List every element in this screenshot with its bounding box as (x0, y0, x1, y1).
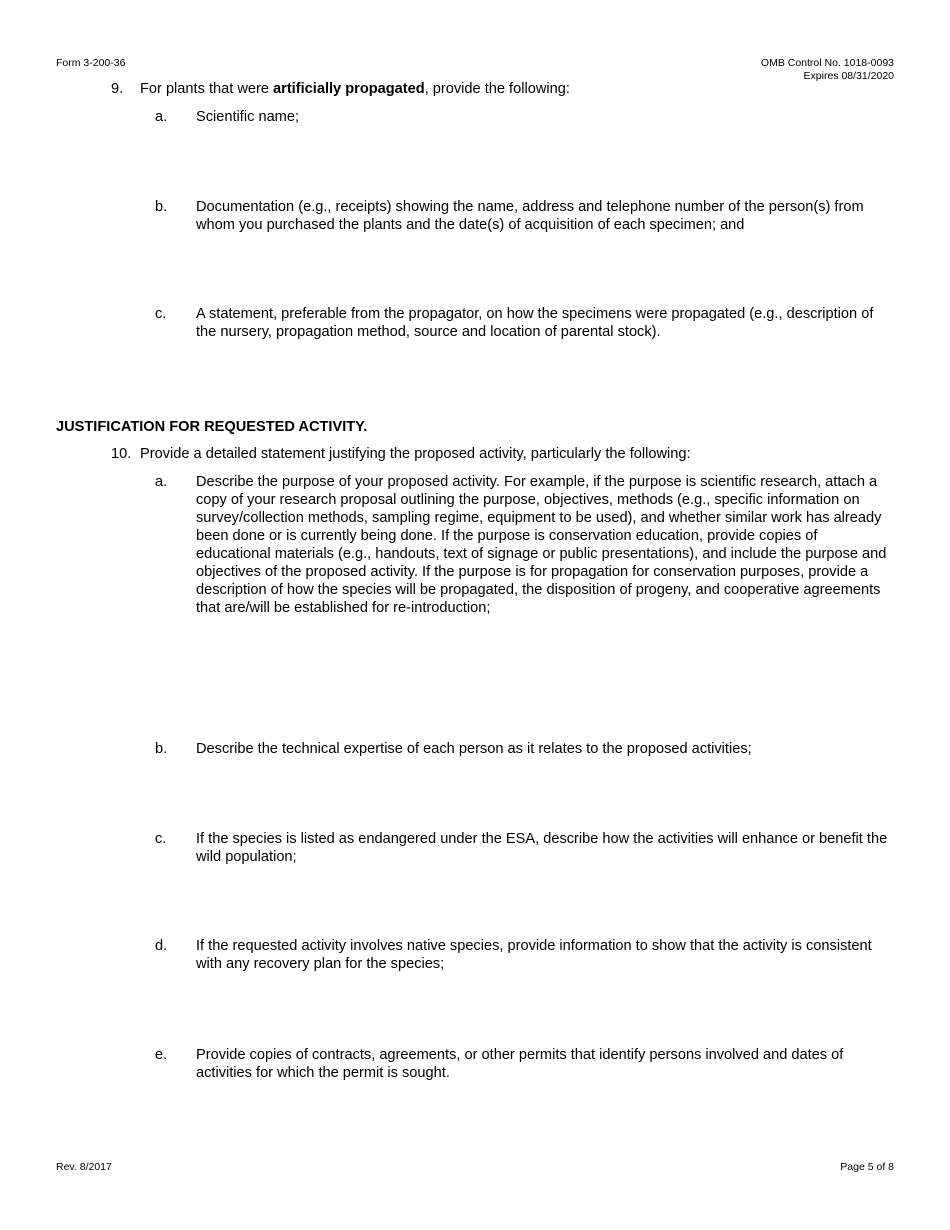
omb-control-number: OMB Control No. 1018-0093 (760, 57, 894, 69)
q9-item-c-text: A statement, preferable from the propagator, on how the specimens were propagated (e.g., description of the nursery, propagation method, source and location of parental stock). (196, 306, 874, 340)
q10-item-c-text: If the species is listed as endangered under the ESA, describe how the activities will enhance or benefit the wild population; (196, 831, 888, 865)
form-number: Form 3-200-36 (56, 57, 126, 69)
question-9-text (140, 80, 570, 98)
q10-item-e-text: Provide copies of contracts, agreements, or other permits that identify persons involved and dates of activities for which the permit is sought. (196, 1047, 844, 1081)
q9-item-b-text: Documentation (e.g., receipts) showing the name, address and telephone number of the person(s) from whom you purchased the plants and the date(s) of acquisition of each specimen; and (196, 199, 864, 233)
q10-item-a-letter: a. (155, 474, 168, 490)
revision-date: Rev. 8/2017 (56, 1161, 112, 1173)
q10-item-e-letter: e. (155, 1047, 168, 1063)
q10-item-d-letter: d. (155, 938, 168, 954)
q10-item-d-text: If the requested activity involves native species, provide information to show that the activity is consistent with any recovery plan for the species; (196, 938, 872, 972)
q9-item-c-letter: c. (155, 306, 167, 322)
q9-item-a-letter: a. (155, 109, 168, 125)
q10-item-c-letter: c. (155, 831, 167, 847)
page-number: Page 5 of 8 (840, 1161, 894, 1173)
question-9-number: 9. (111, 81, 124, 97)
q10-item-a-text: Describe the purpose of your proposed activity. For example, if the purpose is scientific research, attach a copy of your research proposal outlining the purpose, objectives, methods (e.g., specific information on survey/collection methods, sampling regime, equipment to be used), and whether similar work has already been done or is currently being done. If the purpose is conservation education, provide copies of educational materials (e.g., handouts, text of signage or public presentations), and include the purpose and objectives of the proposed activity. If the purpose is for propagation for conservation purposes, provide a description of how the species will be propagated, the disposition of progeny, and cooperative agreements that are/will be established for re-introduction; (196, 474, 887, 616)
question-9-text-prefix: For plants that were (140, 81, 274, 97)
section-heading: JUSTIFICATION FOR REQUESTED ACTIVITY. (56, 419, 368, 435)
expiration-date: Expires 08/31/2020 (803, 70, 894, 82)
question-9-text-bold: artificially propagated (273, 81, 425, 97)
question-10-text: Provide a detailed statement justifying the proposed activity, particularly the following: (140, 446, 691, 462)
question-9-text-suffix: , provide the following: (424, 81, 570, 97)
omb-control-block (761, 57, 894, 83)
q9-item-a-text: Scientific name; (196, 109, 300, 125)
question-10-number: 10. (111, 446, 132, 462)
q9-item-b-letter: b. (155, 199, 168, 215)
q10-item-b-text: Describe the technical expertise of each person as it relates to the proposed activities; (196, 741, 752, 757)
q10-item-b-letter: b. (155, 741, 168, 757)
